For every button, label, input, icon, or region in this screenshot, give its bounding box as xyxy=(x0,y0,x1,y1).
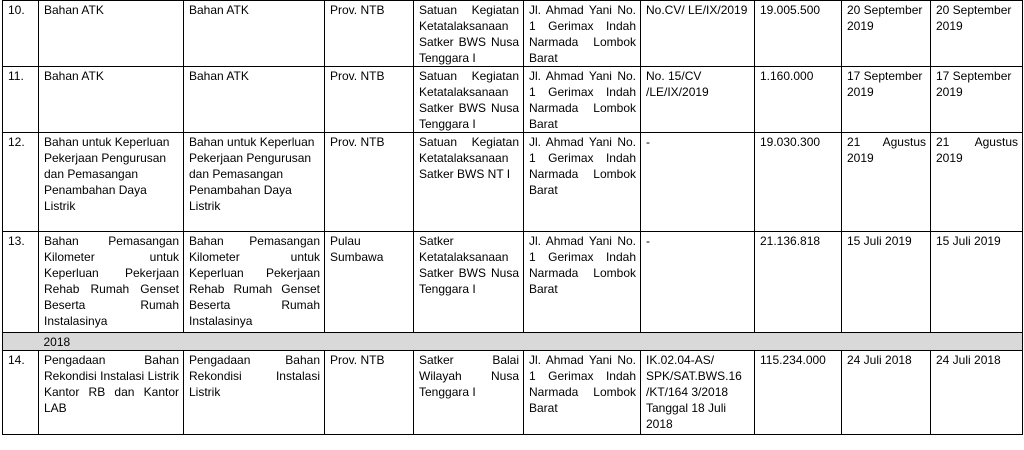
end-date-cell: 24 Juli 2018 xyxy=(931,351,1023,435)
table-row xyxy=(3,351,1023,435)
item-name-cell: Bahan ATK xyxy=(39,1,184,67)
amount-cell: 115.234.000 xyxy=(755,351,842,435)
location-cell: Prov. NTB xyxy=(325,67,414,133)
item-description-cell: Bahan ATK xyxy=(184,1,325,67)
reference-cell: No.CV/ LE/IX/2019 xyxy=(641,1,755,67)
item-description-cell: Bahan Pemasangan Kilometer untuk Keperluan Pekerjaan Rehab Rumah Genset Beserta Rumah Instalasinya xyxy=(184,232,325,333)
amount-cell: 19.005.500 xyxy=(755,1,842,67)
item-name-cell: Bahan Pemasangan Kilometer untuk Keperluan Pekerjaan Rehab Rumah Genset Beserta Rumah Instalasinya xyxy=(39,232,184,333)
item-name-cell: Pengadaan Bahan Rekondisi Instalasi Listrik Kantor RB dan Kantor LAB xyxy=(39,351,184,435)
end-date-cell: 20 September 2019 xyxy=(931,1,1023,67)
location-cell: Prov. NTB xyxy=(325,1,414,67)
row-number: 14. xyxy=(3,351,39,435)
row-number: 10. xyxy=(3,1,39,67)
start-date-cell: 20 September 2019 xyxy=(842,1,931,67)
work-unit-cell: Satuan Kegiatan Ketatalaksanaan Satker BWS Nusa Tenggara I xyxy=(414,67,524,133)
amount-cell: 21.136.818 xyxy=(755,232,842,333)
table-row xyxy=(3,133,1023,232)
item-name-cell: Bahan untuk Keperluan Pekerjaan Pengurusan dan Pemasangan Penambahan Daya Listrik xyxy=(39,133,184,232)
amount-cell: 19.030.300 xyxy=(755,133,842,232)
location-cell: Pulau Sumbawa xyxy=(325,232,414,333)
start-date-cell: 15 Juli 2019 xyxy=(842,232,931,333)
end-date-cell: 17 September 2019 xyxy=(931,67,1023,133)
address-cell: Jl. Ahmad Yani No. 1 Gerimax Indah Narmada Lombok Barat xyxy=(524,1,641,67)
table-row xyxy=(3,232,1023,333)
reference-cell: No. 15/CV /LE/IX/2019 xyxy=(641,67,755,133)
item-description-cell: Pengadaan Bahan Rekondisi Instalasi Listrik xyxy=(184,351,325,435)
work-unit-cell: Satuan Kegiatan Ketatalaksanaan Satker BWS Nusa Tenggara I xyxy=(414,1,524,67)
row-number: 13. xyxy=(3,232,39,333)
address-cell: Jl. Ahmad Yani No. 1 Gerimax Indah Narmada Lombok Barat xyxy=(524,133,641,232)
amount-cell: 1.160.000 xyxy=(755,67,842,133)
row-number: 11. xyxy=(3,67,39,133)
address-cell: Jl. Ahmad Yani No. 1 Gerimax Indah Narmada Lombok Barat xyxy=(524,67,641,133)
end-date-cell: 21 Agustus 2019 xyxy=(931,133,1023,232)
location-cell: Prov. NTB xyxy=(325,133,414,232)
table-row xyxy=(3,67,1023,133)
separator-spacer xyxy=(3,333,39,351)
start-date-cell: 24 Juli 2018 xyxy=(842,351,931,435)
work-unit-cell: Satuan Kegiatan Ketatalaksanaan Satker BWS NT I xyxy=(414,133,524,232)
end-date-cell: 15 Juli 2019 xyxy=(931,232,1023,333)
year-separator-label: 2018 xyxy=(39,333,1023,351)
table-row xyxy=(3,1,1023,67)
reference-cell: IK.02.04-AS/ SPK/SAT.BWS.16 /KT/164 3/2018 Tanggal 18 Juli 2018 xyxy=(641,351,755,435)
year-separator-row xyxy=(3,333,1023,351)
row-number: 12. xyxy=(3,133,39,232)
work-unit-cell: Satker Balai Wilayah Nusa Tenggara I xyxy=(414,351,524,435)
start-date-cell: 17 September 2019 xyxy=(842,67,931,133)
item-description-cell: Bahan untuk Keperluan Pekerjaan Pengurusan dan Pemasangan Penambahan Daya Listrik xyxy=(184,133,325,232)
reference-cell: - xyxy=(641,133,755,232)
reference-cell: - xyxy=(641,232,755,333)
start-date-cell: 21 Agustus 2019 xyxy=(842,133,931,232)
address-cell: Jl. Ahmad Yani No. 1 Gerimax Indah Narmada Lombok Barat xyxy=(524,351,641,435)
location-cell: Prov. NTB xyxy=(325,351,414,435)
item-description-cell: Bahan ATK xyxy=(184,67,325,133)
address-cell: Jl. Ahmad Yani No. 1 Gerimax Indah Narmada Lombok Barat xyxy=(524,232,641,333)
work-unit-cell: Satker Ketatalaksanaan Satker BWS Nusa Tenggara I xyxy=(414,232,524,333)
item-name-cell: Bahan ATK xyxy=(39,67,184,133)
procurement-table xyxy=(2,0,1023,435)
